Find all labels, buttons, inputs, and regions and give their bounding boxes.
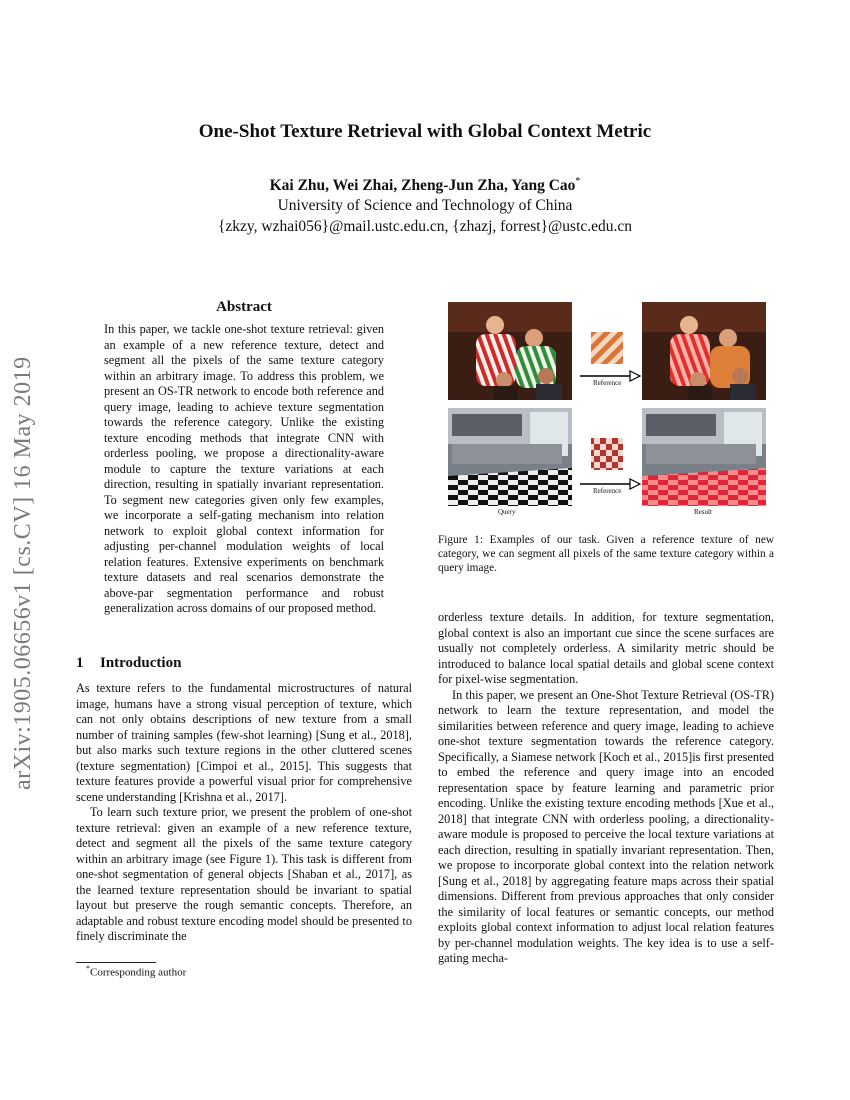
- label-reference-top: Reference: [593, 379, 622, 387]
- intro-paragraph-1: As texture refers to the fundamental microstructures of natural image, humans have a strong visual perception of texture, which can not only obtains descriptions of new texture from a small number of training samples (few-shot learning) [Sung et al., 2018], but also marks such texture regions in the other cluttered scenes (texture segmentation) [Cimpoi et al., 2015]. This suggests that texture features provide a powerful visual prior for comprehensive scene understanding [Krishna et al., 2017].: [76, 681, 412, 804]
- paper-title: One-Shot Texture Retrieval with Global Context Metric: [198, 121, 652, 142]
- abstract-heading: Abstract: [216, 299, 272, 315]
- author-mark: *: [575, 176, 581, 187]
- intro-paragraph-2: To learn such texture prior, we present the problem of one-shot texture retrieval: given an example of a new reference texture, detect and segment all the pixels of the same texture category within an arbitrary image (see Figure 1). This task is different from one-shot segmentation of general objects [Shaban et al., 2017], as the learned texture representation should be invariant to spatial layout but preserve the rough semantic concepts. Therefore, an adaptable and robust texture encoding model should be presented to finely discriminate the: [76, 805, 412, 943]
- result-image-kitchen: [642, 408, 766, 506]
- right-paragraph-1: orderless texture details. In addition, for texture segmentation, global context is also an important cue since the scene surfaces are usually not completely orderless. A similarity metric should be introduced to balance local spatial details and global scene context for pixel-wise segmentation.: [438, 610, 774, 686]
- label-query: Query: [498, 508, 516, 516]
- right-paragraph-2: In this paper, we present an One-Shot Texture Retrieval (OS-TR) network to learn the texture representation, and model the similarities between reference and query image, leading to achieve one-shot texture segmentation towards the reference category. Specifically, a Siamese network [Koch et al., 2015]is first presented to embed the reference and query image into an encoded representation space by feature learning and parametric prior encoding. Unlike the existing texture encoding methods [Xue et al., 2018] that integrate CNN with orderless pooling, a directionality-aware module is proposed to perceive the local texture variations at each direction, resulting in spatially invariant representation. Then, we propose to incorporate global context into the relation network [Sung et al., 2018] by aggregating feature maps across their spatial dimensions. Different from previous approaches that only consider the similarity of local features or semantic concepts, our method exploits global context information to adjust local relation features by per-channel modulation weights. The key idea is to use a self-gating mecha-: [438, 687, 774, 965]
- query-image-kitchen: [448, 408, 572, 506]
- reference-texture-stripes: [591, 332, 623, 364]
- section-heading-introduction: [76, 655, 181, 672]
- query-image-people: [448, 302, 572, 400]
- section-number: 1: [76, 655, 84, 671]
- footnote-mark: *: [86, 964, 90, 973]
- intro-left-column: [76, 681, 412, 945]
- author-names: Kai Zhu, Wei Zhai, Zheng-Jun Zha, Yang Cao: [269, 177, 576, 195]
- label-reference-bottom: Reference: [593, 487, 622, 495]
- section-title: Introduction: [100, 655, 182, 671]
- footnote-rule: [76, 962, 156, 963]
- result-image-people: [642, 302, 766, 400]
- intro-right-column: [438, 610, 774, 967]
- affiliation: University of Science and Technology of China: [277, 197, 573, 214]
- figure-1: [438, 300, 774, 520]
- footnote-text: Corresponding author: [90, 966, 187, 979]
- arxiv-identifier: arXiv:1905.06656v1 [cs.CV] 16 May 2019: [10, 356, 36, 790]
- author-list: [0, 176, 850, 195]
- label-result: Result: [694, 508, 712, 516]
- figure-1-caption: Figure 1: Examples of our task. Given a reference texture of new category, we can segment all pixels of the same texture category within a query image.: [438, 534, 774, 574]
- footnote: [86, 964, 186, 979]
- abstract-text: In this paper, we tackle one-shot texture retrieval: given an example of a new reference texture, detect and segment all the pixels of the same texture category within an arbitrary image. To address this problem, we present an OS-TR network to encode both reference and query image, leading to achieve texture segmentation towards the reference category. Unlike the existing texture encoding methods that integrate CNN with orderless pooling, we propose a directionality-aware module to capture the texture variations at each direction, resulting in spatially invariant representation. To segment new categories given only few examples, we incorporate a self-gating mechanism into relation network to exploit global context information for adjusting per-channel modulation weights of local relation features. Extensive experiments on benchmark texture datasets and real scenarios demonstrate the above-par segmentation performance and robust generalization across domains of our proposed method.: [104, 322, 384, 615]
- reference-texture-checker: [591, 438, 623, 470]
- author-emails: {zkzy, wzhai056}@mail.ustc.edu.cn, {zhazj, forrest}@ustc.edu.cn: [217, 218, 633, 235]
